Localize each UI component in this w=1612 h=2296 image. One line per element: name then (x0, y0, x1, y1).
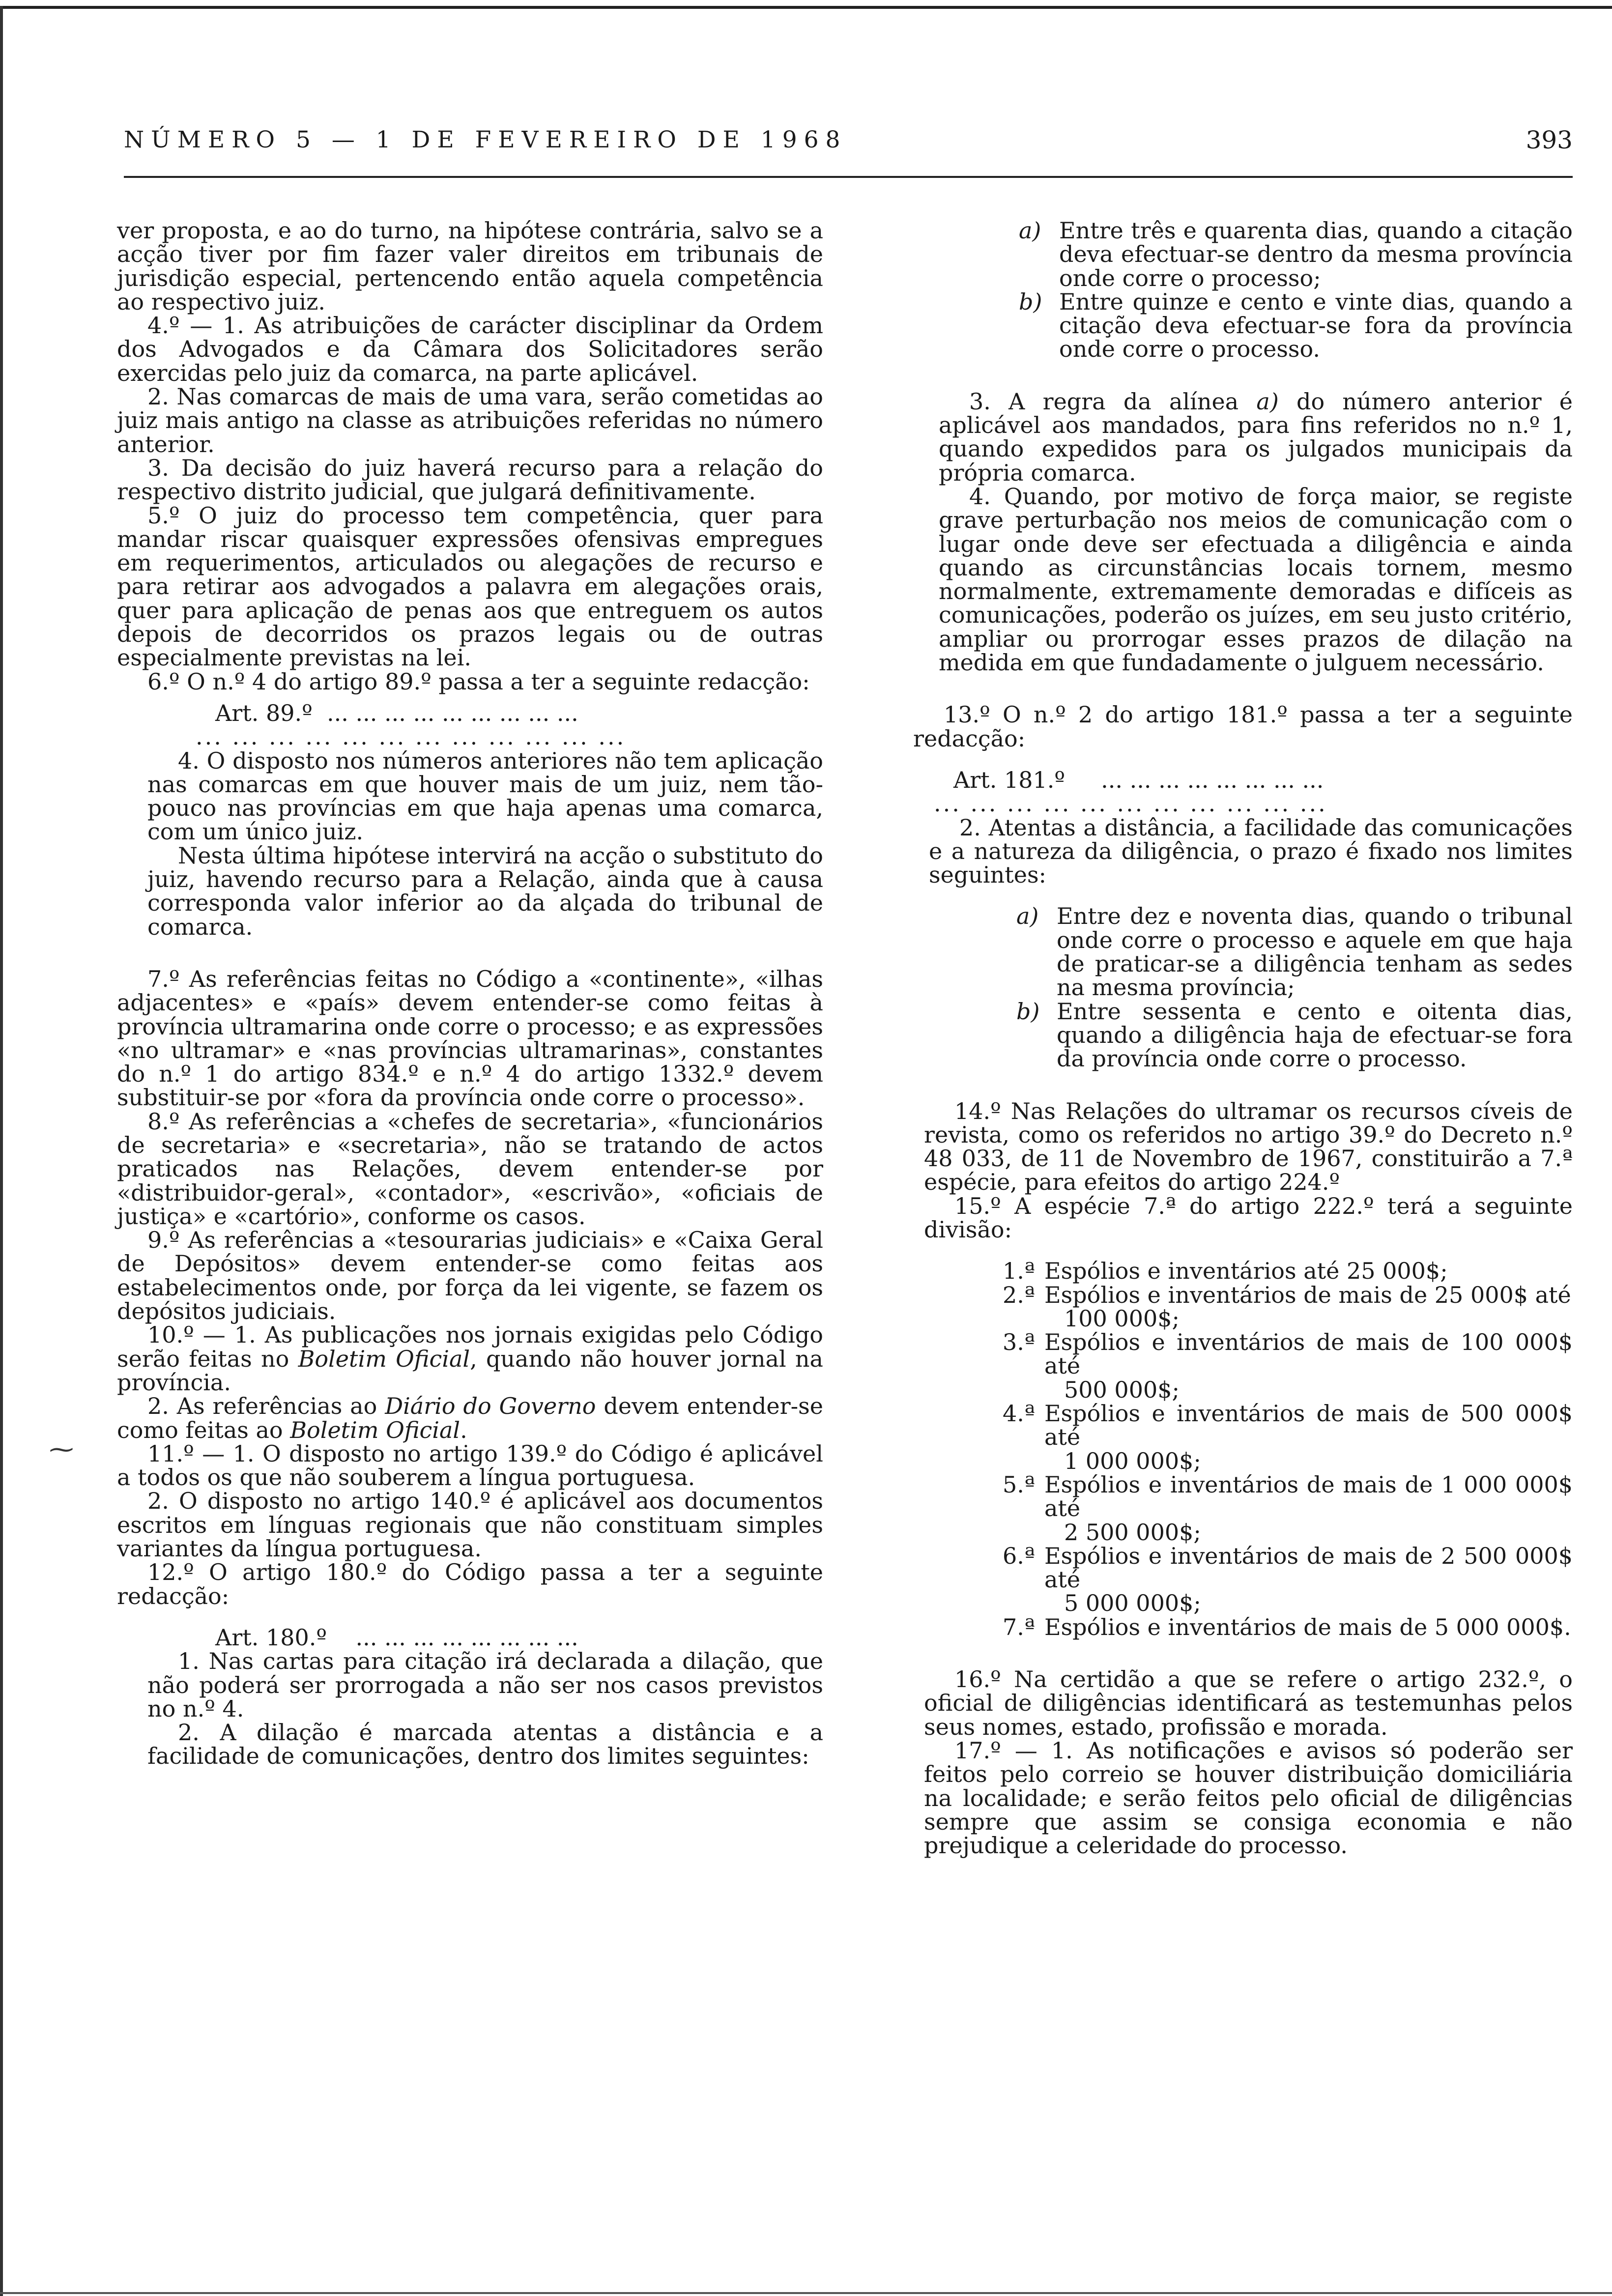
paragraph: 1. Nas cartas para citação irá declarada a dilação, que não poderá ser prorrogada a não ser nos casos previstos no n.º 4. (147, 1648, 823, 1722)
list-item (1016, 998, 1573, 1072)
bottom-border-rule (0, 2292, 1612, 2294)
article-heading (117, 1626, 823, 1649)
paragraph: 2. O disposto no artigo 140.º é aplicável aos documentos escritos em línguas regionais que não constituam simples variantes da língua portuguesa. (117, 1488, 823, 1562)
article-label: Art. 180.º (215, 1624, 327, 1651)
paragraph: 12.º O artigo 180.º do Código passa a ter a seguinte redacção: (117, 1559, 823, 1609)
item-label: b) (1019, 288, 1042, 315)
ellipsis-line: ... ... ... ... ... ... ... ... ... ... ... ... (196, 725, 626, 749)
right-column (913, 217, 1573, 1859)
quoted-text (117, 1649, 823, 1768)
division-text-continued: 2 500 000$; (1064, 1519, 1201, 1546)
list-item (1016, 903, 1573, 1001)
paragraph: 7.º As referências feitas no Código a «continente», «ilhas adjacentes» e «país» devem entender-se como feitas à província ultramarina onde corre o processo; e as expressões «no ultramar» e «nas províncias ultramarinas», constantes do n.º 1 do artigo 834.º e n.º 4 do artigo 1332.º devem substituir-se por «fora da província onde corre o processo». (117, 965, 823, 1111)
paragraph: 4.º — 1. As atribuições de carácter disciplinar da Ordem dos Advogados e da Câmara dos Solicitadores serão exercidas pelo juiz da comarca, na parte aplicável. (117, 312, 823, 386)
ellipsis-line: ... ... ... ... ... ... ... ... ... ... ... (934, 792, 1327, 816)
text-run: , quando não houver jornal na província. (117, 1345, 823, 1396)
text-run: . (460, 1416, 467, 1443)
italic-text: Boletim Oficial (290, 1416, 461, 1443)
ellipsis-line: ... ... ... ... ... ... ... ... (1101, 766, 1324, 793)
division-number: 3.ª (1003, 1329, 1035, 1356)
division-text: Espólios e inventários de mais de 500 000$ até (1044, 1400, 1573, 1451)
division-number: 6.ª (1003, 1542, 1035, 1569)
division-number: 1.ª (1003, 1258, 1035, 1285)
division-item (924, 1330, 1573, 1402)
text-run: 3. A regra da alínea (969, 388, 1239, 415)
header-title: NÚMERO 5 — 1 DE FEVEREIRO DE 1968 (124, 126, 847, 153)
espécie-division-list (924, 1259, 1573, 1639)
item-text: Entre dez e noventa dias, quando o tribunal onde corre o processo e aquele em que haja de praticar-se a diligência tenham as sedes na mesma província; (1057, 903, 1573, 1001)
paragraph (117, 1394, 823, 1442)
page-number: 393 (1526, 126, 1573, 154)
paragraph: 15.º A espécie 7.ª do artigo 222.º terá a seguinte divisão: (924, 1192, 1573, 1243)
paragraph: 4. Quando, por motivo de força maior, se registe grave perturbação nos meios de comunicação com o lugar onde deve ser efectuada a diligência e ainda quando as circunstâncias locais tornem, mesmo normalmente, extremamente demoradas e difíceis as comunicações, poderão os juízes, em seu justo critério, ampliar ou prorrogar esses prazos de dilação na medida em que fundadamente o julguem necessário. (939, 483, 1573, 676)
margin-mark: ⁓ (49, 1435, 74, 1464)
page-header (124, 123, 1573, 162)
division-number: 2.ª (1003, 1281, 1035, 1308)
italic-text: Boletim Oficial (298, 1345, 470, 1372)
item-text: Entre sessenta e cento e oitenta dias, quando a diligência haja de efectuar-se fora da província onde corre o processo. (1057, 998, 1573, 1072)
paragraph: 2. Nas comarcas de mais de uma vara, serão cometidas ao juiz mais antigo na classe as atribuições referidas no número anterior. (117, 383, 823, 458)
header-rule (124, 176, 1573, 178)
division-item (924, 1259, 1573, 1283)
item-text: Entre três e quarenta dias, quando a citação deva efectuar-se dentro da mesma província onde corre o processo; (1059, 217, 1573, 291)
article-heading (117, 701, 823, 725)
paragraph: Nesta última hipótese intervirá na acção o substituto do juiz, havendo recurso para a Relação, ainda que à causa corresponda valor inferior ao da alçada do tribunal de comarca. (147, 842, 823, 940)
division-text: Espólios e inventários até 25 000$; (1044, 1258, 1448, 1285)
ellipsis-line: ... ... ... ... ... ... ... ... ... (326, 699, 578, 726)
ellipsis-line: ... ... ... ... ... ... ... ... (355, 1624, 578, 1651)
division-text: Espólios e inventários de mais de 1 000 000$ até (1044, 1471, 1573, 1522)
division-item (924, 1473, 1573, 1544)
paragraph (939, 390, 1573, 485)
division-text-continued: 100 000$; (1064, 1305, 1180, 1332)
division-item (924, 1402, 1573, 1473)
italic-text: a) (1256, 388, 1279, 415)
italic-text: Diário do Governo (385, 1393, 596, 1420)
division-item (924, 1615, 1573, 1639)
text-run: 10.º — 1. As publicações nos jornais exigidas pelo Código serão feitas no (117, 1321, 823, 1372)
article-heading (924, 768, 1573, 792)
paragraph: 5.º O juiz do processo tem competência, quer para mandar riscar quaisquer expressões ofensivas empregues em requerimentos, articulados ou alegações de recurso e para retirar aos advogados a palavra em alegações orais, quer para aplicação de penas aos que entreguem os autos depois de decorridos os prazos legais ou de outras especialmente previstas na lei. (117, 502, 823, 671)
item-label: b) (1016, 998, 1040, 1025)
quoted-text (117, 749, 823, 939)
list-item (1019, 217, 1573, 291)
list-item (1019, 288, 1573, 363)
division-text-continued: 5 000 000$; (1064, 1590, 1201, 1617)
paragraph: 2. Atentas a distância, a facilidade das comunicações e a natureza da diligência, o prazo é fixado nos limites seguintes: (929, 814, 1573, 889)
paragraph: ver proposta, e ao do turno, na hipótese contrária, salvo se a acção tiver por fim fazer valer direitos em tribunais de jurisdição especial, pertencendo então aquela competência ao respectivo juiz. (117, 217, 823, 315)
left-column (117, 219, 823, 1768)
paragraph: 3. Da decisão do juiz haverá recurso para a relação do respectivo distrito judicial, que julgará definitivamente. (117, 454, 823, 505)
article-label: Art. 181.º (953, 766, 1065, 793)
top-border-rule (0, 6, 1612, 9)
division-text-continued: 500 000$; (1064, 1376, 1180, 1403)
paragraph (117, 1323, 823, 1394)
division-text: Espólios e inventários de mais de 25 000$ até (1044, 1281, 1571, 1308)
paragraph: 6.º O n.º 4 do artigo 89.º passa a ter a seguinte redacção: (147, 668, 810, 695)
text-run: do número anterior é aplicável aos mandados, para fins referidos no n.º 1, quando expedidos para os julgados municipais da própria comarca. (939, 388, 1573, 486)
item-label: a) (1016, 903, 1039, 930)
division-text: Espólios e inventários de mais de 2 500 000$ até (1044, 1542, 1573, 1593)
division-number: 4.ª (1003, 1400, 1035, 1427)
division-text: Espólios e inventários de mais de 5 000 000$. (1044, 1613, 1571, 1640)
paragraph: 16.º Na certidão a que se refere o artigo 232.º, o oficial de diligências identificará as testemunhas pelos seus nomes, estado, profissão e morada. (924, 1666, 1573, 1740)
text-run: devem entender-se como feitas ao (117, 1393, 823, 1443)
paragraph: 17.º — 1. As notificações e avisos só poderão ser feitos pelo correio se houver distribuição domiciliária na localidade; e serão feitos pelo oficial de diligências sempre que assim se consiga economia e não prejudique a celeridade do processo. (924, 1737, 1573, 1859)
article-label: Art. 89.º (215, 699, 313, 726)
division-text: Espólios e inventários de mais de 100 000$ até (1044, 1329, 1573, 1379)
division-number: 7.ª (1003, 1613, 1035, 1640)
left-border-rule (0, 6, 3, 2296)
division-item (924, 1283, 1573, 1331)
item-text: Entre quinze e cento e vinte dias, quando a citação deva efectuar-se fora da província onde corre o processo. (1059, 288, 1573, 363)
division-item (924, 1544, 1573, 1615)
division-text-continued: 1 000 000$; (1064, 1447, 1201, 1474)
paragraph: 8.º As referências a «chefes de secretaria», «funcionários de secretaria» e «secretaria», não se tratando de actos praticados nas Relações, devem entender-se por «distribuidor-geral», «contador», «escrivão», «oficiais de justiça» e «cartório», conforme os casos. (117, 1108, 823, 1230)
paragraph: 13.º O n.º 2 do artigo 181.º passa a ter a seguinte redacção: (913, 701, 1573, 752)
paragraph: 4. O disposto nos números anteriores não tem aplicação nas comarcas em que houver mais de um juiz, nem tão-pouco nas províncias em que haja apenas uma comarca, com um único juiz. (147, 747, 823, 845)
paragraph: 11.º — 1. O disposto no artigo 139.º do Código é aplicável a todos os que não souberem a língua portuguesa. (117, 1440, 823, 1491)
item-label: a) (1019, 217, 1041, 244)
paragraph: 14.º Nas Relações do ultramar os recursos cíveis de revista, como os referidos no artigo 39.º do Decreto n.º 48 033, de 11 de Novembro de 1967, constituirão a 7.ª espécie, para efeitos do artigo 224.º (924, 1097, 1573, 1196)
text-run: 2. As referências ao (147, 1393, 377, 1420)
paragraph: 9.º As referências a «tesourarias judiciais» e «Caixa Geral de Depósitos» devem entender-se como feitas aos estabelecimentos onde, por força da lei vigente, se fazem os depósitos judiciais. (117, 1227, 823, 1325)
division-number: 5.ª (1003, 1471, 1035, 1498)
paragraph: 2. A dilação é marcada atentas a distância e a facilidade de comunicações, dentro dos limites seguintes: (147, 1719, 823, 1770)
